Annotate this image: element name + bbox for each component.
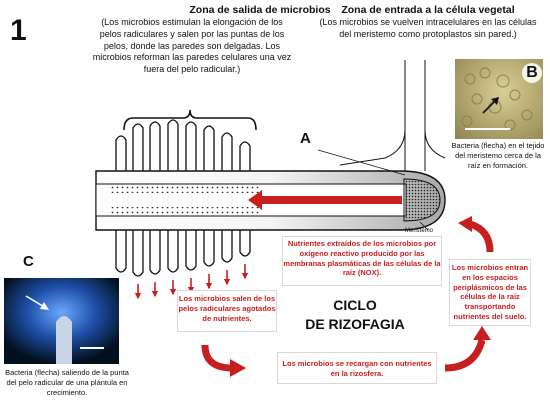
microbes-recharge-box: Los microbios se recargan con nutrientes en la rizosfera. (277, 352, 437, 384)
label-c: C (23, 253, 34, 270)
exit-zone-description: (Los microbios estimulan la elongación de los pelos radiculares y salen por las puntas de los pelos, donde las paredes son delgadas. Los microbios reforman las paredes celulares una vez fuera del pelo radicular.) (92, 17, 292, 75)
photo-c-texture (4, 278, 119, 364)
label-a: A (300, 130, 311, 147)
microbes-exit-box: Los microbios salen de los pelos radiculares agotados de nutrientes. (177, 290, 277, 332)
nutrients-extracted-box: Nutrientes extraídos de los microbios por oxígeno reactivo producido por las membranas plasmáticas de las células de la raíz (NOX). (282, 236, 442, 286)
caption-b: Bacteria (flecha) en el tejido del meristemo cerca de la raíz en formación. (451, 141, 545, 170)
lower-root-hairs (116, 230, 250, 276)
microbes-enter-box: Los microbios entran en los espacios periplásmicos de las células de la raíz transportando nutrientes del suelo. (449, 259, 531, 326)
cycle-title-line2: DE RIZOFAGIA (305, 316, 405, 332)
cycle-title-line1: CICLO (333, 297, 377, 313)
photo-c-root-hair (4, 278, 119, 364)
caption-c: Bacteria (flecha) saliendo de la punta del pelo radicular de una plántula en crecimiento. (5, 368, 129, 397)
entry-zone-description: (Los microbios se vuelven intracelulares en las células del meristemo como protoplastos sin pared.) (319, 17, 537, 39)
photo-c-hair (56, 316, 72, 364)
label-b: B (522, 63, 542, 83)
exit-zone-title: Zona de salida de microbios (189, 4, 331, 16)
meristem-label: Meristemo (405, 228, 434, 234)
entry-zone-title: Zona de entrada a la célula vegetal (341, 4, 515, 16)
upper-root-hairs (116, 120, 250, 171)
cycle-title (300, 296, 410, 334)
figure-number: 1 (10, 14, 27, 47)
